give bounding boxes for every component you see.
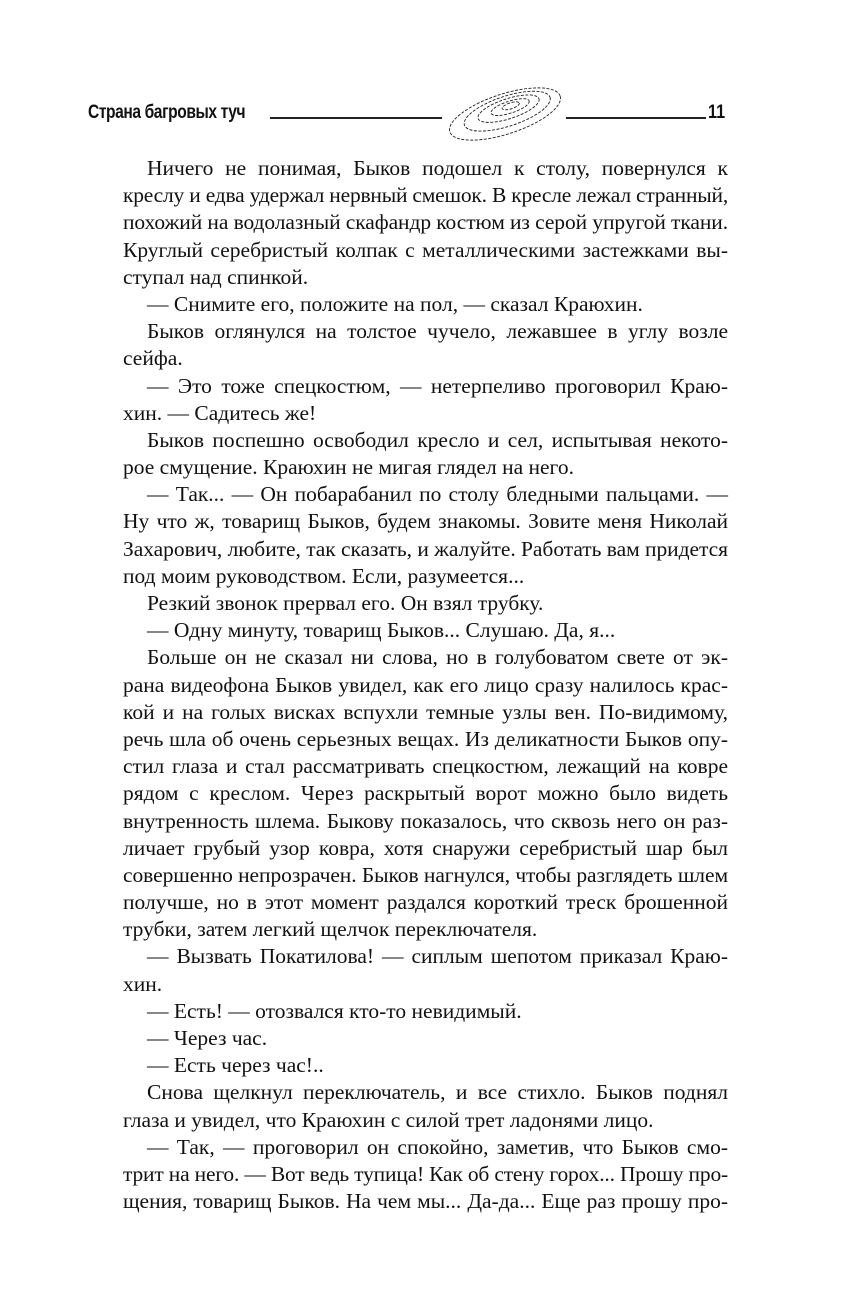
running-header <box>88 96 728 136</box>
text-line: — Так, — проговорил он спокойно, заметив, что Быков смо- <box>147 1134 728 1159</box>
text-line: Быков оглянулся на толстое чучело, лежавшее в углу возле <box>147 319 728 344</box>
text-line: Быков поспешно освободил кресло и сел, испытывая некото- <box>147 427 728 452</box>
text-line: ступал над спинкой. <box>123 264 309 289</box>
text-line: трит на него. — Вот ведь тупица! Как об стену горох... Прошу про- <box>123 1161 728 1186</box>
text-line: личает грубый узор ковра, хотя снаружи серебристый шар был <box>123 835 728 860</box>
page-number: 11 <box>708 102 726 123</box>
text-line: креслу и едва удержал нервный смешок. В кресле лежал странный, <box>123 183 728 208</box>
text-line: стил глаза и стал рассматривать спецкостюм, лежащий на ковре <box>123 754 728 779</box>
text-line: — Это тоже спецкостюм, — нетерпеливо проговорил Краю- <box>147 373 728 398</box>
text-line: Резкий звонок прервал его. Он взял трубку. <box>147 591 544 615</box>
text-line: Больше он не сказал ни слова, но в голубоватом свете от эк- <box>147 645 728 670</box>
text-line: щения, товарищ Быков. На чем мы... Да-да... Еще раз прошу про- <box>123 1189 728 1214</box>
text-line: — Одну минуту, товарищ Быков... Слушаю. Да, я... <box>147 618 616 643</box>
text-line: — Есть! — отозвался кто-то невидимый. <box>147 998 522 1023</box>
text-line: похожий на водолазный скафандр костюм из серой упругой ткани. <box>123 210 728 235</box>
text-line: — Вызвать Покатилова! — сиплым шепотом приказал Краю- <box>147 944 728 969</box>
text-line: хин. <box>123 971 163 996</box>
body-text <box>123 155 728 1215</box>
text-line: — Через час. <box>147 1026 268 1050</box>
text-line: под моим руководством. Если, разумеется... <box>123 563 525 588</box>
text-line: — Есть через час!.. <box>147 1053 324 1078</box>
text-line: внутренность шлема. Быкову показалось, что сквозь него он раз- <box>123 808 728 833</box>
running-title: Страна багровых туч <box>88 102 246 123</box>
header-rule-right <box>566 117 706 119</box>
text-line: Круглый серебристый колпак с металлическими застежками вы- <box>123 237 728 262</box>
text-line: кой и на голых висках вспухли темные узлы вен. По-видимому, <box>123 699 728 724</box>
text-line: рана видеофона Быков увидел, как его лицо сразу налилось крас- <box>123 672 728 697</box>
text-line: Снова щелкнул переключатель, и все стихло. Быков поднял <box>147 1080 728 1105</box>
text-line: рядом с креслом. Через раскрытый ворот можно было видеть <box>123 781 728 806</box>
text-line: Ничего не понимая, Быков подошел к столу, повернулся к <box>147 156 728 180</box>
text-line: рое смущение. Краюхин не мигая глядел на него. <box>123 455 574 480</box>
text-line: — Снимите его, положите на пол, — сказал Краюхин. <box>147 291 643 316</box>
text-line: сейфа. <box>123 346 183 371</box>
text-line: речь шла об очень серьезных вещах. Из деликатности Быков опу- <box>123 726 728 751</box>
text-line: хин. — Садитесь же! <box>123 400 317 425</box>
text-line: получше, но в этот момент раздался короткий треск брошенной <box>123 890 728 915</box>
swirl-ornament-icon <box>440 82 570 142</box>
text-line: трубки, затем легкий щелчок переключателя. <box>123 917 538 942</box>
text-line: — Так... — Он побарабанил по столу бледными пальцами. — <box>147 482 728 507</box>
text-line: совершенно непрозрачен. Быков нагнулся, чтобы разглядеть шлем <box>123 862 728 887</box>
text-line: Захарович, любите, так сказать, и жалуйте. Работать вам придется <box>123 536 728 561</box>
header-rule-left <box>270 117 442 119</box>
text-line: глаза и увидел, что Краюхин с силой трет ладонями лицо. <box>123 1107 654 1132</box>
text-line: Ну что ж, товарищ Быков, будем знакомы. Зовите меня Николай <box>123 509 728 534</box>
